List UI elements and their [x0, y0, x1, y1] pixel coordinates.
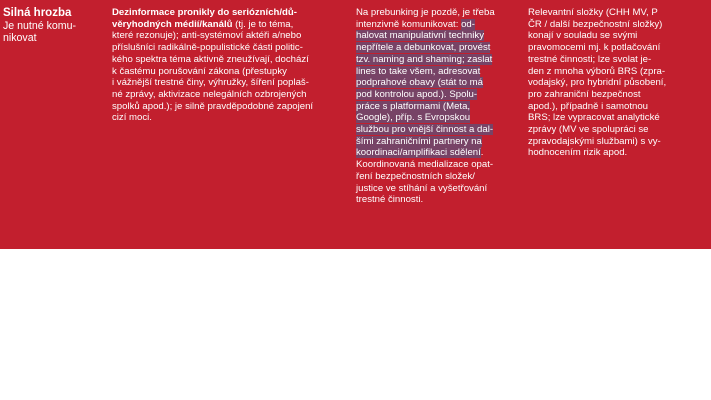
response-intro: Na prebunking je pozdě, je třeba intenzivně komunikovat: [356, 7, 495, 30]
situation-bold-text: Dezinformace pronikly do seriózních/dů- věryhodných médií/kanálů [112, 7, 297, 30]
situation-text: (tj. je to téma, které rezonuje); anti-systémoví aktéři a/nebo příslušníci radikálně-populistické části politic- kého spektra téma aktivně zneužívají, dochází k častému porušování zákona (přestupky i vážnější trestné činy, výhružky, šíření poplaš- né zprávy, aktivizace nelegálních ozbrojených spolků apod.); je silně pravděpodobné zapojení cizí moci. [112, 18, 314, 124]
communication-response [356, 7, 512, 206]
threat-level-subtitle-text: Je nutné komu- nikovat [3, 20, 77, 45]
actors-text: Relevantní složky (CHH MV, P ČR / další bezpečnostní složky) konají v souladu se svými pravomocemi mj. k potlačování trestné činnosti; lze svolat je- den z mnoha výborů BRS (zpra- vodajský, pro hybridní působení, pro zahraniční bezpečnost apod.), případně i samotnou BRS; lze vypracovat analytické zprávy (MV ve spolupráci se zpravodajskými službami) s vy- hodnocením rizik apod. [528, 7, 667, 159]
response-highlighted-text: od- halovat manipulativní techniky nepřítele a debunkovat, provést tzv. naming and shaming; zaslat lines to take všem, adresovat podprahové obavy (stát to má pod kontrolou apod.). Spolu- práce s platformami (Meta, Google), příp. s Evropskou službou pro vnější činnost a dal- šími zahraničními partnery na koordinaci/amplifikaci sdělení [356, 18, 494, 159]
responsible-actors [528, 7, 708, 159]
situation-description [112, 7, 342, 124]
response-outro: . Koordinovaná medializace opat- ření bezpečnostních složek/ justice ve stíhání a vyšetřování trestné činnosti. [356, 147, 494, 206]
threat-level-subtitle [3, 20, 99, 45]
threat-level-title: Silná hrozba [3, 7, 72, 19]
threat-level-column [3, 7, 99, 45]
